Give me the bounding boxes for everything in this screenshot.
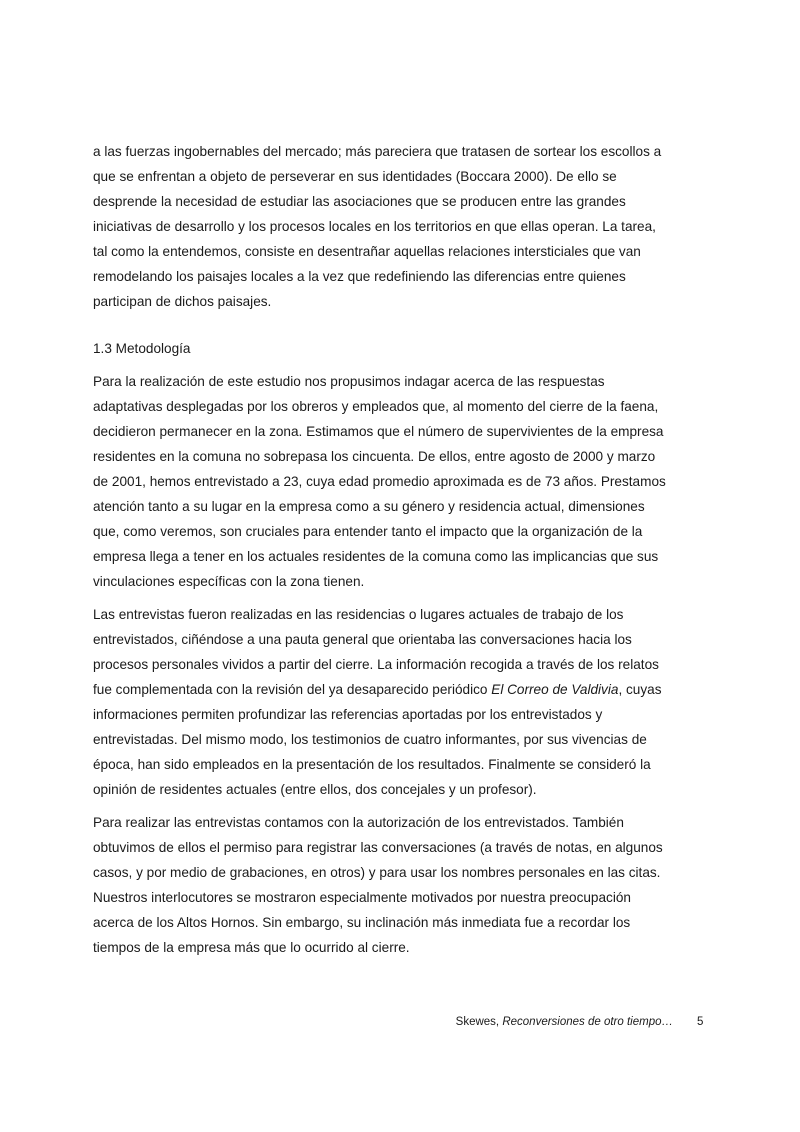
text-line: Para la realización de este estudio nos propusimos indagar acerca de las respuestas bbox=[93, 374, 605, 389]
text-span: fue complementada con la revisión del ya desaparecido periódico bbox=[93, 682, 492, 697]
text-line: que, como veremos, son cruciales para entender tanto el impacto que la organización de la bbox=[93, 524, 643, 539]
text-line: Las entrevistas fueron realizadas en las residencias o lugares actuales de trabajo de los bbox=[93, 607, 624, 622]
newspaper-title: El Correo de Valdivia bbox=[491, 682, 619, 697]
page-footer bbox=[0, 1012, 800, 1032]
text-line: procesos personales vividos a partir del cierre. La información recogida a través de los relatos bbox=[93, 657, 659, 672]
text-line: decidieron permanecer en la zona. Estimamos que el número de supervivientes de la empresa bbox=[93, 424, 664, 439]
text-line: informaciones permiten profundizar las referencias aportadas por los entrevistados y bbox=[93, 707, 603, 722]
text-line: iniciativas de desarrollo y los procesos locales en los territorios en que ellas operan. La tarea, bbox=[93, 219, 656, 234]
text-line: época, han sido empleados en la presentación de los resultados. Finalmente se consideró la bbox=[93, 757, 651, 772]
text-line: tiempos de la empresa más que lo ocurrido al cierre. bbox=[93, 940, 410, 955]
text-span: , cuyas bbox=[618, 682, 662, 697]
text-line: atención tanto a su lugar en la empresa como a su género y residencia actual, dimensiones bbox=[93, 499, 645, 514]
document-body bbox=[93, 139, 711, 960]
text-line: entrevistados, ciñéndose a una pauta general que orientaba las conversaciones hacia los bbox=[93, 632, 632, 647]
text-line: entrevistadas. Del mismo modo, los testimonios de cuatro informantes, por sus vivencias de bbox=[93, 732, 647, 747]
page-number: 5 bbox=[697, 1016, 704, 1028]
paragraph-consent bbox=[93, 810, 711, 960]
text-line: vinculaciones específicas con la zona tienen. bbox=[93, 574, 365, 589]
footer-author: Skewes, bbox=[455, 1016, 503, 1028]
text-line bbox=[93, 677, 711, 702]
text-line: obtuvimos de ellos el permiso para registrar las conversaciones (a través de notas, en algunos bbox=[93, 840, 663, 855]
text-line: tal como la entendemos, consiste en desentrañar aquellas relaciones intersticiales que van bbox=[93, 244, 641, 259]
text-line: desprende la necesidad de estudiar las asociaciones que se producen entre las grandes bbox=[93, 194, 626, 209]
text-line: remodelando los paisajes locales a la vez que redefiniendo las diferencias entre quienes bbox=[93, 269, 626, 284]
text-line: empresa llega a tener en los actuales residentes de la comuna como las implicancias que sus bbox=[93, 549, 659, 564]
footer-title: Reconversiones de otro tiempo… bbox=[502, 1016, 673, 1028]
text-line: que se enfrentan a objeto de perseverar en sus identidades (Boccara 2000). De ello se bbox=[93, 169, 617, 184]
paragraph-methodology-intro bbox=[93, 369, 711, 594]
footer-citation bbox=[456, 1012, 673, 1032]
text-line: adaptativas desplegadas por los obreros y empleados que, al momento del cierre de la faena, bbox=[93, 399, 659, 414]
text-line: opinión de residentes actuales (entre ellos, dos concejales y un profesor). bbox=[93, 782, 537, 797]
paragraph-intro-continuation bbox=[93, 139, 711, 314]
text-line: participan de dichos paisajes. bbox=[93, 294, 272, 309]
paragraph-interviews bbox=[93, 602, 711, 802]
section-heading: 1.3 Metodología bbox=[93, 341, 191, 356]
text-line: casos, y por medio de grabaciones, en otros) y para usar los nombres personales en las citas. bbox=[93, 865, 661, 880]
text-line: residentes en la comuna no sobrepasa los cincuenta. De ellos, entre agosto de 2000 y marzo bbox=[93, 449, 656, 464]
text-line: a las fuerzas ingobernables del mercado; más pareciera que tratasen de sortear los escollos a bbox=[93, 144, 662, 159]
text-line: Nuestros interlocutores se mostraron especialmente motivados por nuestra preocupación bbox=[93, 890, 631, 905]
text-line: de 2001, hemos entrevistado a 23, cuya edad promedio aproximada es de 73 años. Prestamos bbox=[93, 474, 666, 489]
text-line: Para realizar las entrevistas contamos con la autorización de los entrevistados. También bbox=[93, 815, 624, 830]
text-line: acerca de los Altos Hornos. Sin embargo, su inclinación más inmediata fue a recordar los bbox=[93, 915, 631, 930]
